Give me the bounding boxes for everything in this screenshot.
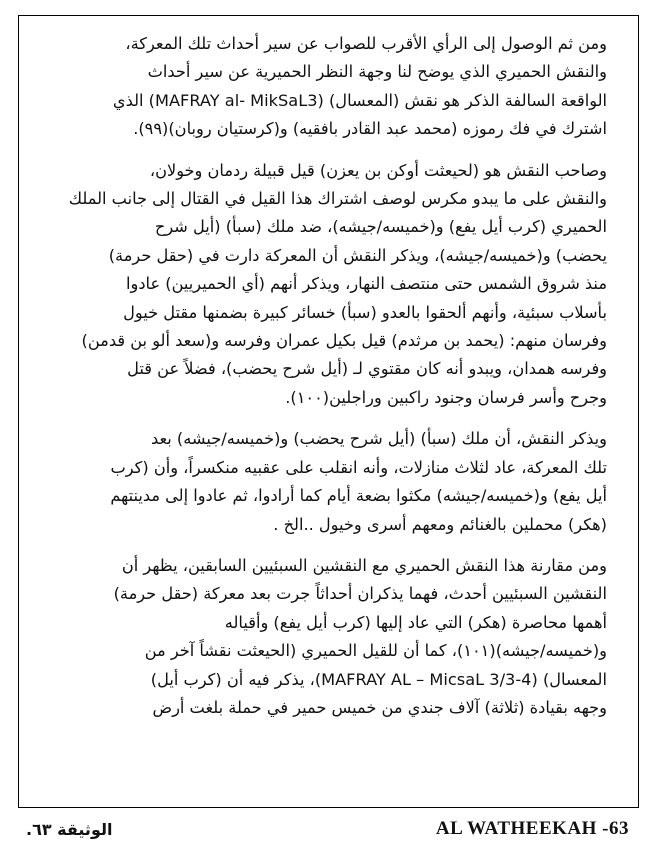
text-line: وفرسه همدان، ويبدو أنه كان مقتوي لـ (أيل شرح يحضب)، فضلاً عن قتل: [127, 359, 607, 379]
text-line: ويذكر النقش، أن ملك (سبأ) (أيل شرح يحضب) و(خميسه/جيشه) بعد: [150, 429, 607, 449]
page-footer: [18, 818, 639, 844]
text-line: والنقش على ما يبدو مكرس لوصف اشتراك هذا القيل في القتال إلى جانب الملك: [68, 189, 607, 209]
paragraph: [32, 425, 635, 539]
footer-journal-title: AL WATHEEKAH -63: [435, 818, 629, 839]
text-line: والنقش الحميري الذي يوضح لنا وجهة النظر الحميرية عن سير أحداث: [147, 62, 607, 82]
text-line: النقشين السبئيين أحدث، فهما يذكران أحداثاً جرت بعد معركة (حقل حرمة): [113, 584, 607, 604]
text-line: منذ شروق الشمس حتى منتصف النهار، ويذكر أنهم (أي الحميريين) عادوا: [126, 274, 607, 294]
paragraph: [32, 157, 635, 413]
text-line: وجهه بقيادة (ثلاثة) آلاف جندي من خميس حمير في حملة بلغت أرض: [152, 697, 607, 717]
paragraph: [32, 30, 635, 144]
text-line: و(خميسه/جيشه)(١٠١)، كما أن للقيل الحميري (الحيعثت نقشاً آخر من: [144, 641, 607, 661]
text-line: يحضب) و(خميسه/جيشه)، ويذكر النقش أن المعركة دارت في (حقل حرمة): [108, 245, 607, 265]
paragraph: [32, 552, 635, 722]
text-line: ومن ثم الوصول إلى الرأي الأقرب للصواب عن سير أحداث تلك المعركة،: [125, 34, 607, 53]
text-line: اشترك في فك رموزه (محمد عبد القادر بافقيه) و(كرستيان روبان)(٩٩).: [133, 119, 607, 139]
text-line: بأسلاب سبئية، وأنهم ألحقوا بالعدو (سبأ) خسائر كبيرة بضمنها مقتل خيول: [123, 302, 607, 322]
footer-page-number-arabic: الوثيقة ٦٣.: [26, 820, 113, 839]
text-line: وصاحب النقش هو (لحيعثت أوكن بن يعزن) قيل قبيلة ردمان وخولان،: [149, 160, 607, 180]
text-line: وجرح وأسر فرسان وجنود راكبين وراجلين(١٠٠).: [285, 387, 607, 407]
text-line: الواقعة السالفة الذكر هو نقش (المعسال) (MAFRAY al- MikSaL3) الذي: [112, 90, 607, 110]
text-line: تلك المعركة، عاد لثلاث منازلات، وأنه انقلب على عقبيه منكسراً، وأن (كرب: [110, 457, 607, 477]
article-body: [32, 30, 635, 735]
text-line: ومن مقارنة هذا النقش الحميري مع النقشين السبئيين السابقين، يظهر أن: [121, 555, 607, 575]
text-line: المعسال) (MAFRAY AL – MicsaL 3/3-4)، يذكر فيه أن (كرب أيل): [150, 669, 607, 689]
text-line: أهمها محاصرة (هكر) التي عاد إليها (كرب أيل يفع) وأقياله: [224, 612, 607, 632]
text-line: وفرسان منهم: (يحمد بن مرثدم) قيل بكيل عمران وفرسه و(سعد ألو بن قدمن): [81, 331, 607, 351]
text-line: (هكر) محملين بالغنائم ومعهم أسرى وخيول ..الخ .: [273, 514, 607, 534]
text-line: أيل يفع) و(خميسه/جيشه) مكثوا بضعة أيام كما أرادوا، ثم عادوا إلى مدينتهم: [110, 486, 607, 506]
text-line: الحميري (كرب أيل يفع) و(خميسه/جيشه)، ضد ملك (سبأ) (أيل شرح: [154, 217, 607, 237]
